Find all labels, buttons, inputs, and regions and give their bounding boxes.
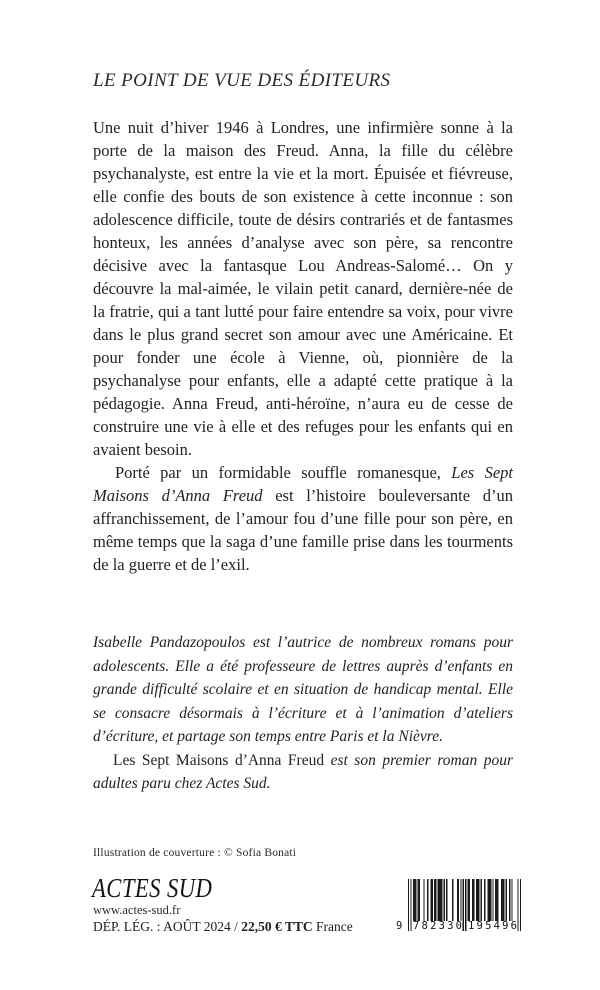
author-bio-paragraph-1: Isabelle Pandazopoulos est l’autrice de nombreux romans pour adolescents. Elle a été professeure de lettres auprès d’enfants en grande difficulté scolaire et en situation de handicap mental. Elle se consacre désormais à l’écriture et à l’animation d’ateliers d’écriture, et partage son temps entre Paris et la Nièvre. (93, 634, 513, 745)
legal-deposit-line (93, 919, 353, 935)
price-text: 22,50 € TTC (241, 919, 313, 934)
barcode-digits-left: 7 8 2 3 3 0 (413, 920, 462, 932)
ean13-barcode (396, 879, 522, 933)
barcode-digit-first: 9 (396, 920, 403, 932)
cover-illustration-credit: Illustration de couverture : © Sofia Bonati (93, 847, 297, 859)
synopsis-paragraph-2-lead: Porté par un formidable souffle romanesque, (115, 463, 452, 482)
legal-country-text: France (312, 919, 353, 934)
editors-viewpoint-heading: LE POINT DE VUE DES ÉDITEURS (93, 70, 391, 91)
synopsis-paragraph-2-tail: est l’histoire bouleversante d’un affranchissement, de l’amour fou d’une fille pour son père, en même temps que la saga d’une famille prise dans les tourments de la guerre et de l’exil. (93, 486, 513, 574)
publisher-website: www.actes-sud.fr (93, 903, 181, 917)
book-title-upright: Les Sept Maisons d’Anna Freud (113, 751, 325, 769)
barcode-digits-right: 1 9 5 4 9 6 (468, 920, 517, 932)
author-bio-block (93, 631, 513, 796)
book-title-italic: Les Sept Maisons d’Anna Freud (93, 463, 513, 505)
actes-sud-logo: ACTES SUD (92, 873, 213, 903)
synopsis-paragraph-1: Une nuit d’hiver 1946 à Londres, une infirmière sonne à la porte de la maison des Freud. Anna, la fille du célèbre psychanalyste, est entre la vie et la mort. Épuisée et fiévreuse, elle confie des bouts de son existence à cette inconnue : son adolescence difficile, toute de désirs contrariés et de fantasmes honteux, les années d’analyse avec son père, sa rencontre décisive avec la fantasque Lou Andreas-Salomé… On y découvre la mal-aimée, le vilain petit canard, dernière-née de la fratrie, qui a tant lutté pour faire entendre sa voix, pour vivre dans le plus grand secret son amour avec une Américaine. Et pour fonder une école à Vienne, où, pionnière de la psychanalyse pour enfants, elle a adapté cette pratique à la pédagogie. Anna Freud, anti-héroïne, n’aura eu de cesse de construire une vie à elle et des refuges pour les enfants qui en avaient besoin. (93, 118, 513, 459)
author-bio-paragraph-2-tail: est son premier roman pour adultes paru chez Actes Sud. (93, 751, 513, 792)
synopsis-paragraph-2 (93, 461, 513, 576)
legal-deposit-text: DÉP. LÉG. : AOÛT 2024 / (93, 919, 242, 934)
synopsis-block (93, 116, 513, 576)
author-bio-paragraph-2 (93, 749, 513, 796)
